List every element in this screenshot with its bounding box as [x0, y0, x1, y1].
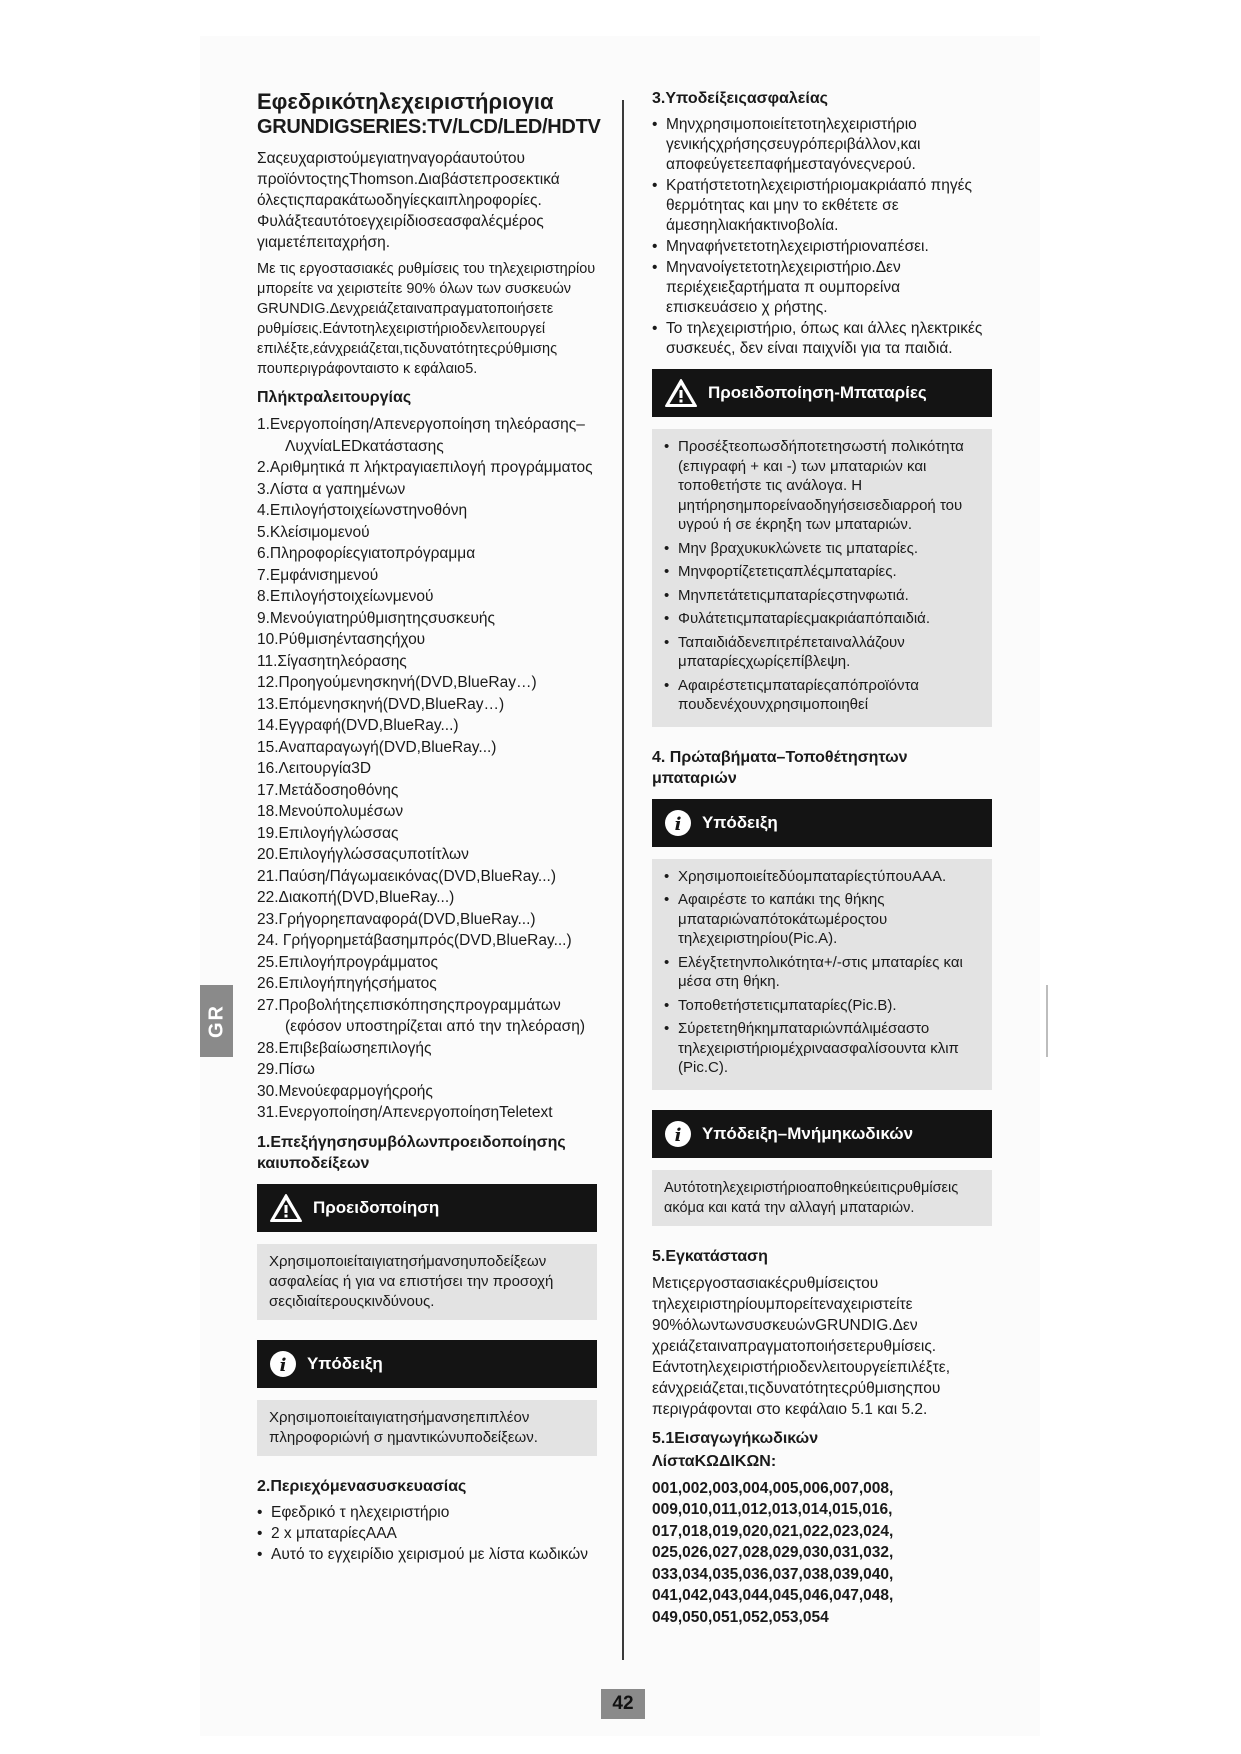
installation-heading: 5.Εγκατάσταση — [652, 1247, 768, 1265]
battery-warning-item: • Προσέξτεοπωσδήποτετησωστή πολικότητα (επιγραφή + και -) των μπαταριών και τοποθετήστε τις ανάλογα. Η μητήρησημπορείναοδηγήσεισεδιαρροή του υγρού ή σε έκρηξη των μπαταριών. — [664, 437, 980, 535]
safety-heading: 3.Υποδείξειςασφαλείας — [652, 90, 828, 107]
battery-warning-item: • Μηνφορτίζετετιςαπλέςμπαταρίες. — [664, 562, 980, 582]
margin-mark — [1046, 985, 1048, 1057]
safety-item: • Μηνχρησιμοποιείτετοτηλεχειριστήριο γενικήςχρήσηςσευγρόπεριβάλλον,και αποφεύγετεεπαφήμεσταγόνεςνερού. — [652, 115, 992, 175]
feature-item: 23.Γρήγορηεπαναφορά(DVD,BlueRay...) — [257, 910, 536, 928]
code-line: 049,050,051,052,053,054 — [652, 1608, 829, 1626]
language-tab-label: GR — [205, 1004, 227, 1038]
feature-item: 22.Διακοπή(DVD,BlueRay...) — [257, 889, 455, 906]
warning-box — [257, 1184, 597, 1320]
installation-paragraph: Μετιςεργοστασιακέςρυθμίσειςτου τηλεχειριστηρίουμπορείτεναχειριστείτε 90%όλωντωνσυσκευώνGRUNDIG.Δεν χρειάζεταιναπραγματοποιήσετερυθμίσεις. Εάντοτηλεχειριστήριοδενλειτουργείεπιλέξτε, εάνχρειάζεται,τιςδυνατότητεςρύθμισηςπου περιγράφονται στο κεφάλαιο 5.1 και 5.2. — [652, 1274, 950, 1418]
note-box — [257, 1340, 597, 1456]
feature-item: 21.Παύση/Πάγωμαεικόνας(DVD,BlueRay...) — [257, 867, 556, 885]
code-list-heading: ΛίσταΚΩΔΙΚΩΝ: — [652, 1452, 777, 1470]
code-line: 041,042,043,044,045,046,047,048, — [652, 1587, 894, 1604]
info-icon — [269, 1350, 297, 1378]
battery-warning-item: • Μην βραχυκυκλώνετε τις μπαταρίες. — [664, 539, 980, 559]
hint-box-body — [652, 859, 992, 1090]
battery-warning-body — [652, 429, 992, 727]
note-box-body: Χρησιμοποιείταιγιατησήμανσηεπιπλέον πληροφοριώνή σ ημαντικώνυποδείξεων. — [257, 1400, 597, 1456]
page-number: 42 — [601, 1689, 645, 1719]
memory-box-title: Υπόδειξη–Μνήμηκωδικών — [702, 1123, 914, 1143]
battery-warning-box — [652, 369, 992, 727]
document-subtitle: GRUNDIGSERIES:TV/LCD/LED/HDTV — [257, 116, 601, 138]
memory-box-body: Αυτότοτηλεχειριστήριοαποθηκεύειτιςρυθμίσεις ακόμα και κατά την αλλαγή μπαταριών. — [652, 1170, 992, 1226]
right-column — [652, 88, 992, 1628]
hint-box-title: Υπόδειξη — [702, 812, 778, 832]
svg-text:i: i — [674, 813, 682, 835]
feature-item: 18.Μενούπολυμέσων — [257, 803, 404, 820]
code-line: 017,018,019,020,021,022,023,024, — [652, 1522, 894, 1540]
language-tab — [200, 985, 233, 1057]
feature-item: 4.Επιλογήστοιχείωνστηνοθόνη — [257, 502, 468, 519]
feature-item: 24. Γρήγορημετάβασημπρός(DVD,BlueRay...) — [257, 932, 572, 949]
feature-item: 16.Λειτουργία3D — [257, 760, 372, 777]
package-item: • 2 x μπαταρίεςAAA — [257, 1524, 597, 1544]
feature-item: 14.Εγγραφή(DVD,BlueRay...) — [257, 717, 459, 734]
svg-text:i: i — [279, 1354, 287, 1376]
code-entry-heading: 5.1Εισαγωγήκωδικών — [652, 1429, 819, 1447]
first-steps-heading: 4. Πρώταβήματα–Τοποθέτησητων μπαταριών — [652, 748, 908, 787]
feature-item: 26.Επιλογήπηγήςσήματος — [257, 975, 437, 992]
warning-box-header — [257, 1184, 597, 1232]
battery-warning-list — [664, 437, 980, 715]
feature-item: 9.Μενούγιατηρύθμισητηςσυσκευής — [257, 609, 496, 627]
feature-item: 2.Αριθμητικά π λήκτραγιαεπιλογή προγράμματος — [257, 459, 593, 476]
feature-item: 20.Επιλογήγλώσσαςυποτίτλων — [257, 846, 469, 863]
note-box-header — [257, 1340, 597, 1388]
document-title: Εφεδρικότηλεχειριστήριογια — [257, 89, 554, 114]
code-list — [652, 1478, 992, 1629]
info-icon — [664, 1120, 692, 1148]
safety-item: • Κρατήστετοτηλεχειριστήριομακριάαπό πηγές θερμότητας και μην το εκθέτετε σε άμεσηηλιακήακτινοβολία. — [652, 176, 992, 236]
code-line: 001,002,003,004,005,006,007,008, — [652, 1479, 894, 1497]
feature-item: 19.Επιλογήγλώσσας — [257, 824, 399, 842]
feature-item: 29.Πίσω — [257, 1061, 315, 1078]
intro-paragraph: Σαςευχαριστούμεγιατηναγοράαυτούτου προϊόντοςτηςThomson.Διαβάστεπροσεκτικά όλεςτιςπαρακάτωοδηγίεςκαιπληροφορίες. Φυλάξτεαυτότοεγχειρίδιοσεασφαλέςμέρος γιαμετέπειταχρήση. — [257, 150, 560, 251]
package-list — [257, 1503, 597, 1565]
feature-item: 10.Ρύθμισηέντασηςήχου — [257, 631, 426, 648]
code-line: 033,034,035,036,037,038,039,040, — [652, 1565, 894, 1583]
feature-item: 25.Επιλογήπρογράμματος — [257, 953, 439, 971]
battery-warning-header — [652, 369, 992, 417]
warning-box-body: Χρησιμοποιείταιγιατησήμανσηυποδείξεων ασφαλείας ή για να επιστήσει την προσοχή σεςιδιαίτερουςκινδύνους. — [257, 1244, 597, 1320]
note-box-title: Υπόδειξη — [307, 1353, 383, 1373]
feature-item: 13.Επόμενησκηνή(DVD,BlueRay…) — [257, 695, 505, 713]
package-heading: 2.Περιεχόμενασυσκευασίας — [257, 1477, 467, 1495]
battery-warning-item: • Ταπαιδιάδενεπιτρέπεταιναλλάζουν μπαταρίεςχωρίςεπίβλεψη. — [664, 633, 980, 672]
package-item: • Αυτό το εγχειρίδιο χειρισμού με λίστα κωδικών — [257, 1545, 597, 1565]
hint-item: • Ελέγξτετηνπολικότητα+/-στις μπαταρίες και μέσα στη θήκη. — [664, 953, 980, 992]
left-column — [257, 88, 601, 1566]
feature-item: 6.Πληροφορίεςγιατοπρόγραμμα — [257, 545, 476, 562]
hint-item: • Αφαιρέστε το καπάκι της θήκης μπαταριώναπότοκάτωμέροςτου τηλεχειριστηρίου(Pic.A). — [664, 890, 980, 949]
feature-item: 30.Μενούεφαρμογήςροής — [257, 1082, 433, 1100]
feature-item: 1.Ενεργοποίηση/Απενεργοποίηση τηλεόρασης–ΛυχνίαLEDκατάστασης — [257, 416, 585, 455]
warning-box-title: Προειδοποίηση — [313, 1197, 440, 1217]
hint-item: • ΧρησιμοποιείτεδύομπαταρίεςτύπουAAA. — [664, 867, 980, 887]
package-item: • Εφεδρικό τ ηλεχειριστήριο — [257, 1503, 597, 1523]
battery-warning-item: • Φυλάτετιςμπαταρίεςμακριάαπόπαιδιά. — [664, 609, 980, 629]
hint-list — [664, 867, 980, 1078]
hint-item: • Τοποθετήστετιςμπαταρίες(Pic.B). — [664, 996, 980, 1016]
feature-item: 31.Ενεργοποίηση/ΑπενεργοποίησηTeletext — [257, 1104, 553, 1121]
symbols-heading: 1.Επεξήγησησυμβόλωνπροειδοποίησης καιυποδείξεων — [257, 1133, 566, 1172]
feature-item: 28.Επιβεβαίωσηεπιλογής — [257, 1039, 432, 1057]
feature-item: 12.Προηγούμενησκηνή(DVD,BlueRay…) — [257, 674, 537, 691]
safety-item: • Μηναφήνετετοτηλεχειριστήριοναπέσει. — [652, 237, 992, 257]
battery-warning-item: • Μηνπετάτετιςμπαταρίεςστηνφωτιά. — [664, 586, 980, 606]
battery-warning-item: • Αφαιρέστετιςμπαταρίεςαπόπροϊόντα πουδενέχουνχρησιμοποιηθεί — [664, 676, 980, 715]
features-list — [257, 414, 597, 1124]
feature-item: 5.Κλείσιμομενού — [257, 523, 370, 541]
battery-warning-title: Προειδοποίηση-Μπαταρίες — [708, 383, 927, 402]
memory-box-header — [652, 1110, 992, 1158]
hint-item: • Σύρετετηθήκημπαταριώνπάλιμέσαστο τηλεχειριστήριομέχριναασφαλίσουντα κλιπ (Pic.C). — [664, 1019, 980, 1078]
svg-text:i: i — [674, 1124, 682, 1146]
warning-icon — [269, 1193, 303, 1223]
factory-settings-paragraph: Με τις εργοστασιακές ρυθμίσεις του τηλεχειριστηρίου μπορείτε να χειριστείτε 90% όλων των συσκευών GRUNDIG.Δενχρειάζεταιναπραγματοποιήσετε ρυθμίσεις.Εάντοτηλεχειριστήριοδενλειτουργεί επιλέξτε,εάνχρειάζεται,τιςδυνατότητεςρύθμισης πουπεριγράφονταιστο κ εφάλαιο5. — [257, 261, 596, 377]
info-icon — [664, 809, 692, 837]
feature-item: 15.Αναπαραγωγή(DVD,BlueRay...) — [257, 738, 497, 756]
feature-item: 3.Λίστα α γαπημένων — [257, 480, 406, 498]
warning-icon — [664, 378, 698, 408]
safety-item: • Μηνανοίγετετοτηλεχειριστήριο.Δεν περιέχειεξαρτήματα π ουμπορείνα επισκευάσειο χ ρήστης. — [652, 258, 992, 318]
column-divider — [622, 100, 624, 1660]
feature-item: 27.Προβολήτηςεπισκόπησηςπρογραμμάτων (εφόσον υποστηρίζεται από την τηλεόραση) — [257, 996, 586, 1035]
feature-item: 17.Μετάδοσηοθόνης — [257, 781, 399, 799]
feature-item: 7.Εμφάνισημενού — [257, 566, 379, 584]
safety-item: • Το τηλεχειριστήριο, όπως και άλλες ηλεκτρικές συσκευές, δεν είναι παιχνίδι για τα παιδιά. — [652, 319, 992, 359]
code-line: 025,026,027,028,029,030,031,032, — [652, 1544, 894, 1561]
code-line: 009,010,011,012,013,014,015,016, — [652, 1501, 893, 1518]
feature-item: 11.Σίγασητηλεόρασης — [257, 652, 407, 670]
features-heading: Πλήκτραλειτουργίας — [257, 389, 412, 406]
hint-box-header — [652, 799, 992, 847]
feature-item: 8.Επιλογήστοιχείωνμενού — [257, 588, 434, 605]
safety-list — [652, 115, 992, 359]
memory-box — [652, 1110, 992, 1226]
hint-box — [652, 799, 992, 1090]
